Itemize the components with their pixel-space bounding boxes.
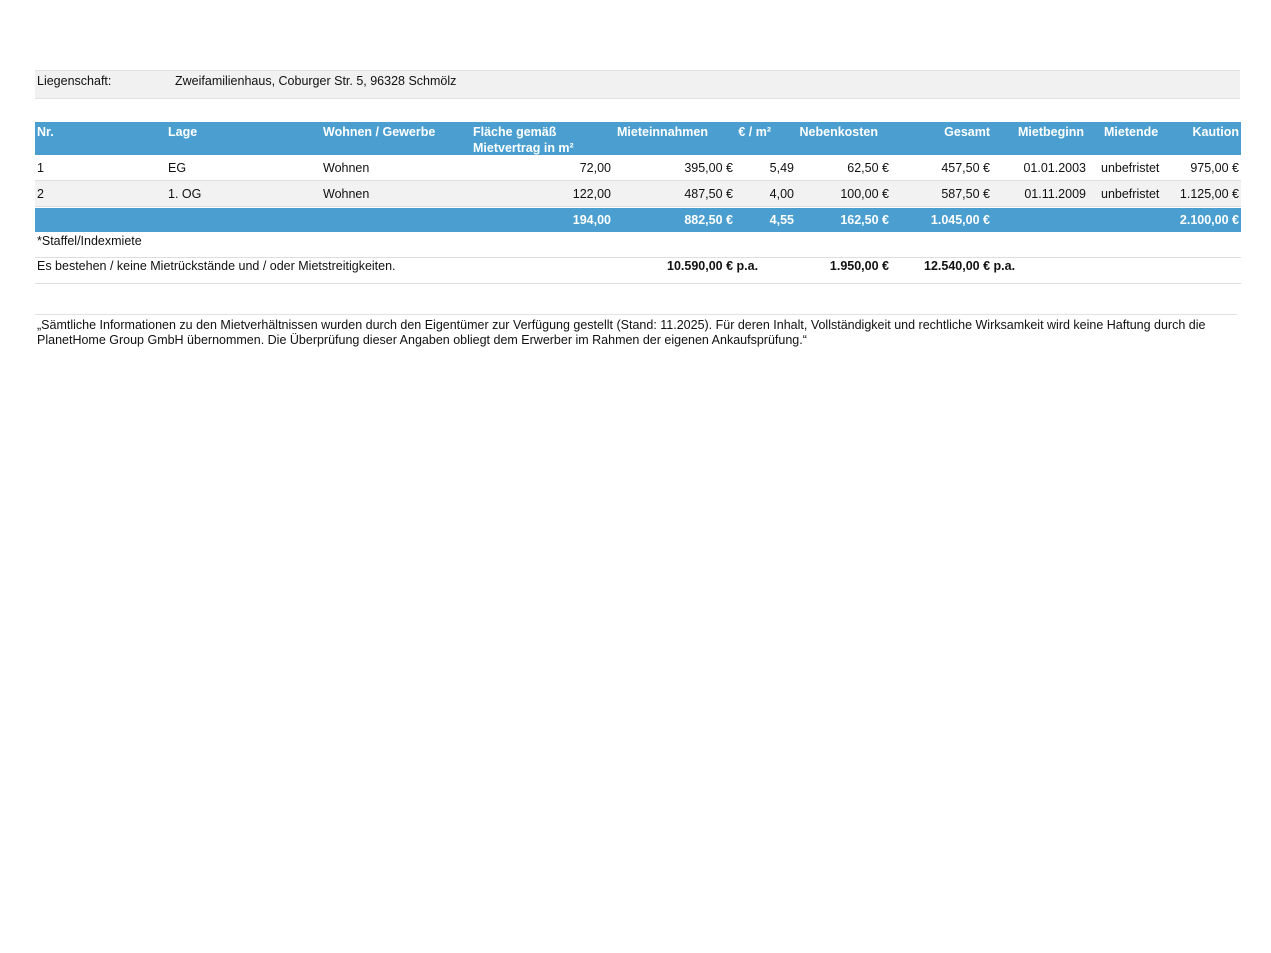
header-nebenkosten: Nebenkosten [799,125,878,139]
cell-mietende: unbefristet [1101,161,1160,175]
annual-total: 12.540,00 € p.a. [924,259,1016,273]
cell-mietbeginn: 01.11.2009 [1024,187,1086,201]
cell-nutzung: Wohnen [323,161,370,175]
total-qm: 4,55 [769,213,794,227]
header-nutzung: Wohnen / Gewerbe [323,125,436,139]
header-mietende: Mietende [1104,125,1159,139]
disclaimer-line1: „Sämtliche Informationen zu den Mietverhältnissen wurden durch den Eigentümer zur Verfügung gestellt (Stand: 11.2025). Für deren Inhalt, Vollständigkeit und rechtliche Wirksamkeit wird keine Haftung durch die [37,318,1206,332]
cell-lage: EG [168,161,187,175]
header-lage: Lage [168,125,198,139]
rent-roll-table [35,122,1241,232]
property-value: Zweifamilienhaus, Coburger Str. 5, 96328 Schmölz [175,74,457,88]
annual-summary-row [35,258,1241,284]
cell-miete: 487,50 € [684,187,733,201]
header-mietbeginn: Mietbeginn [1018,125,1084,139]
header-flaeche-line1: Fläche gemäß [473,125,557,139]
table-header-row [35,122,1241,155]
cell-lage: 1. OG [168,187,202,201]
header-miete: Mieteinnahmen [617,125,708,139]
header-qm: € / m² [738,125,771,139]
cell-nr: 2 [37,187,44,201]
cell-mietbeginn: 01.01.2003 [1023,161,1086,175]
table-totals-row [35,208,1241,232]
cell-qm: 5,49 [769,161,794,175]
arrears-status-text: Es bestehen / keine Mietrückstände und / oder Mietstreitigkeiten. [37,259,396,273]
property-bar [35,70,1240,99]
cell-nutzung: Wohnen [323,187,370,201]
annual-nebenkosten: 1.950,00 € [829,259,889,273]
table-row [35,155,1241,181]
header-flaeche-line2: Mietvertrag in m² [473,141,574,155]
total-miete: 882,50 € [684,213,733,227]
header-nr: Nr. [37,125,54,139]
property-label: Liegenschaft: [37,74,112,88]
disclaimer [35,314,1237,348]
staffel-note-row [35,233,1241,258]
total-flaeche: 194,00 [572,213,611,227]
table-row [35,181,1241,207]
cell-gesamt: 587,50 € [941,187,990,201]
cell-miete: 395,00 € [684,161,733,175]
cell-mietende: unbefristet [1101,187,1160,201]
total-nebenkosten: 162,50 € [840,213,889,227]
total-kaution: 2.100,00 € [1179,213,1239,227]
cell-qm: 4,00 [769,187,794,201]
disclaimer-line2: PlanetHome Group GmbH übernommen. Die Überprüfung dieser Angaben obliegt dem Erwerber im Rahmen der eigenen Ankaufsprüfung.“ [37,333,807,347]
cell-gesamt: 457,50 € [941,161,990,175]
header-flaeche [473,124,574,156]
staffel-note: *Staffel/Indexmiete [37,234,142,248]
cell-flaeche: 72,00 [579,161,611,175]
cell-kaution: 1.125,00 € [1179,187,1239,201]
cell-nebenkosten: 62,50 € [847,161,889,175]
cell-flaeche: 122,00 [572,187,611,201]
header-gesamt: Gesamt [944,125,990,139]
cell-kaution: 975,00 € [1190,161,1239,175]
cell-nr: 1 [37,161,44,175]
annual-rent: 10.590,00 € p.a. [667,259,759,273]
cell-nebenkosten: 100,00 € [840,187,889,201]
header-kaution: Kaution [1192,125,1239,139]
total-gesamt: 1.045,00 € [930,213,990,227]
